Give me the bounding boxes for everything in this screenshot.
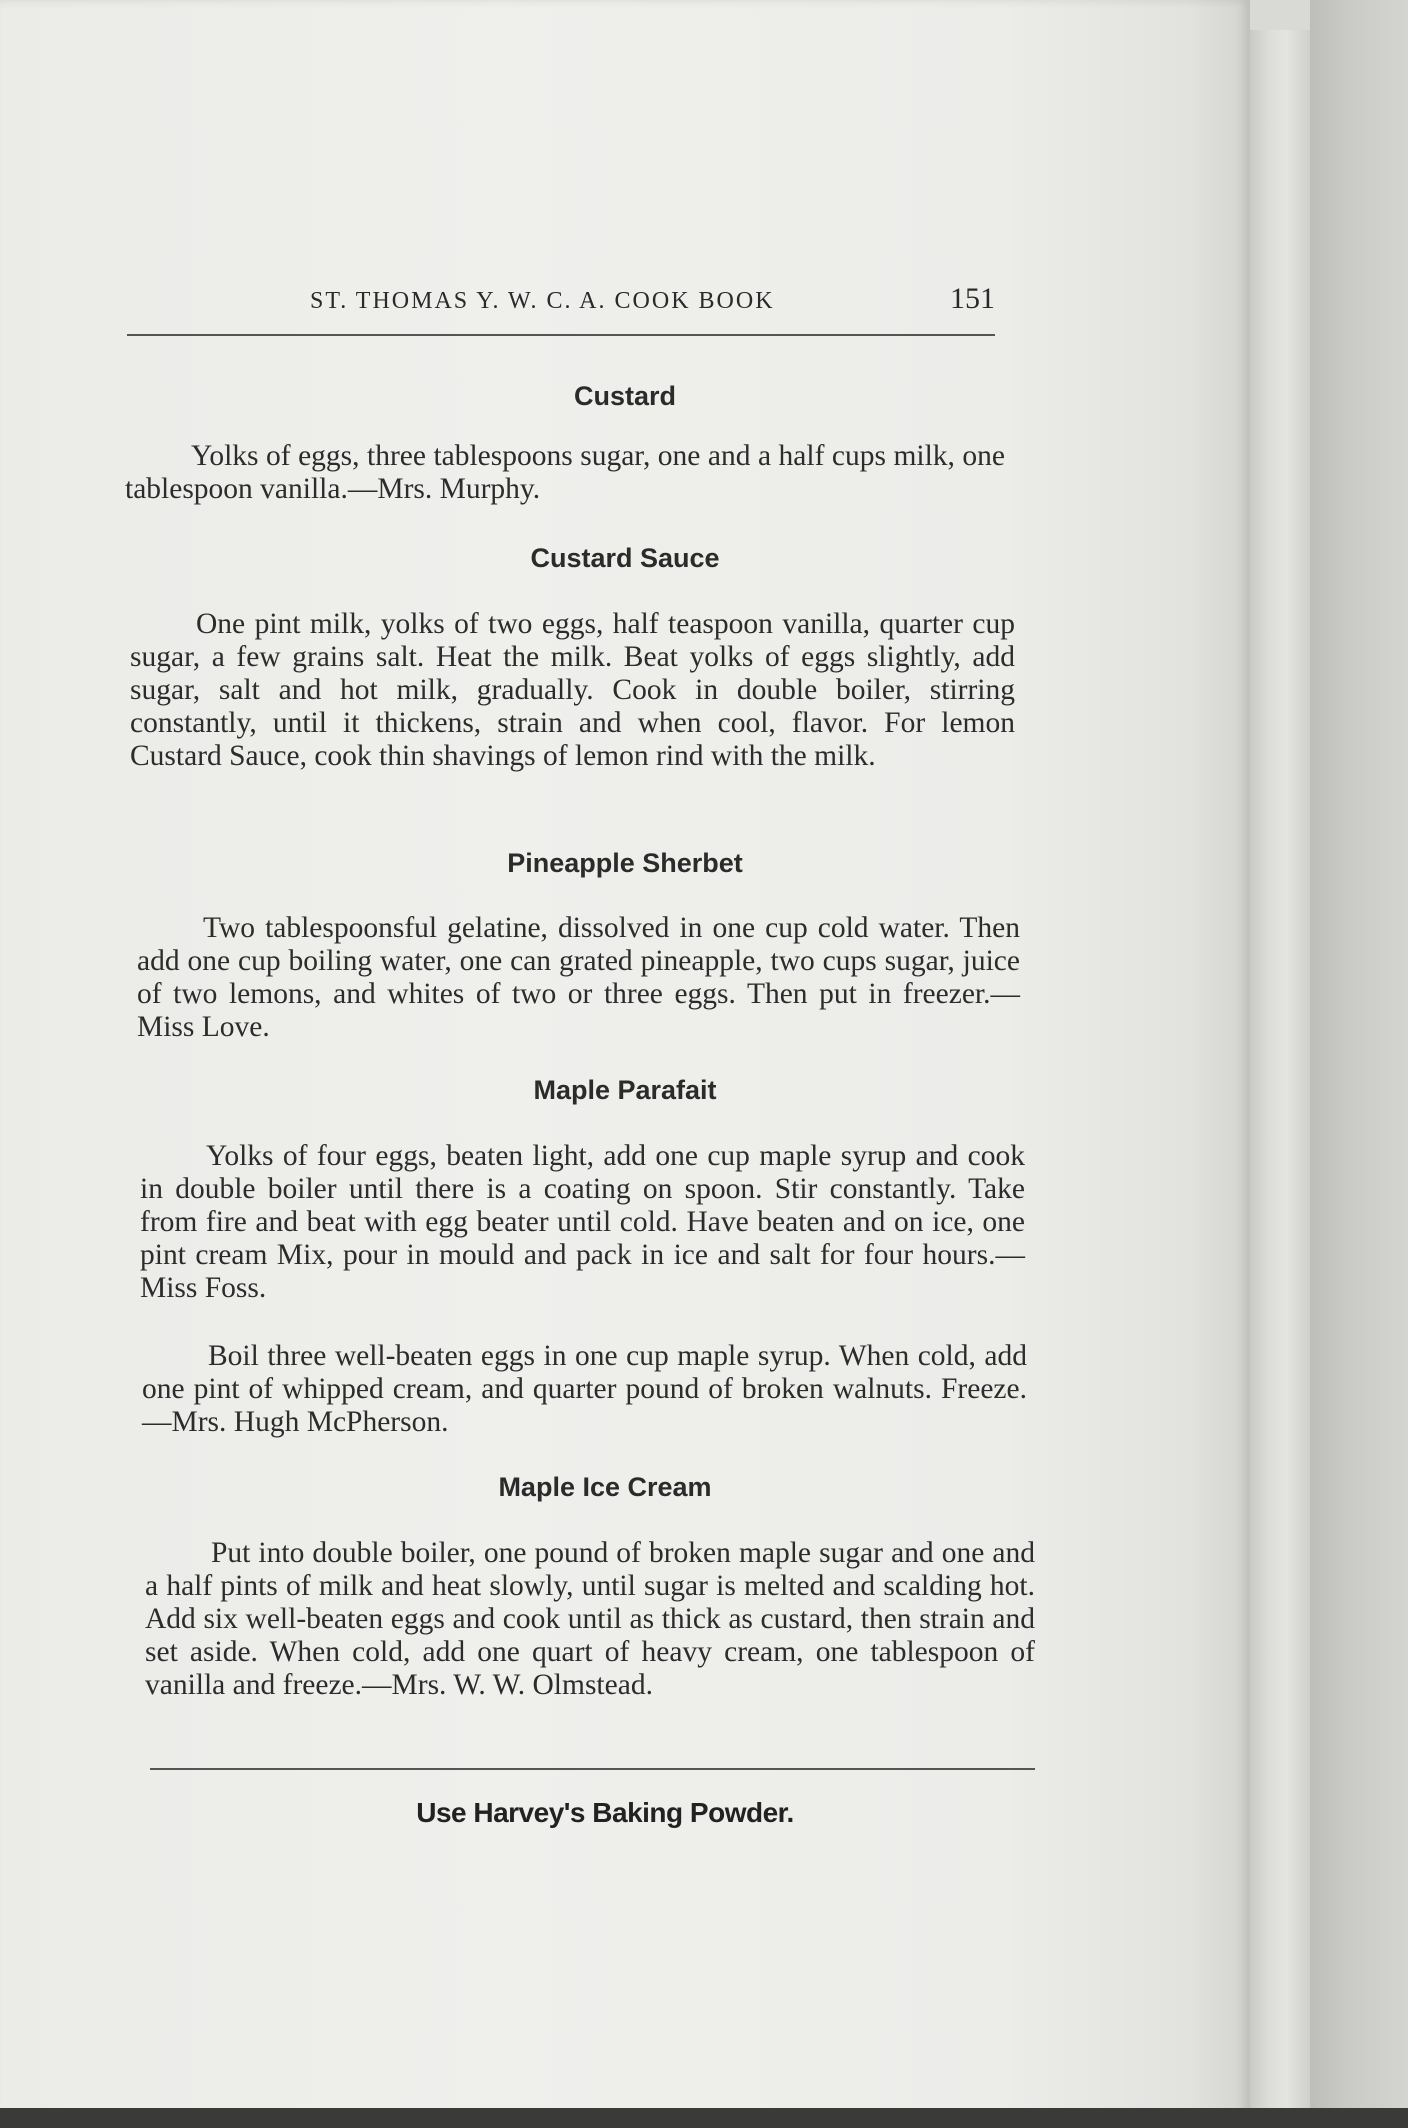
footer-rule <box>150 1768 1035 1770</box>
page-edge <box>1250 30 1310 2110</box>
advertisement-footer: Use Harvey's Baking Powder. <box>416 1797 794 1828</box>
recipe-title-pineapple-sherbet: Pineapple Sherbet <box>507 848 743 878</box>
recipe-paragraph: One pint milk, yolks of two eggs, half teaspoon vanilla, quarter cup sugar, a few grains salt. Heat the milk. Beat yolks of eggs slightly, add sugar, salt and hot milk, gradually. Cook in double boiler, stirring constantly, until it thickens, strain and when cool, flavor. For lemon Custard Sauce, cook thin shavings of lemon rind with the milk. <box>130 608 1015 772</box>
recipe-paragraph: Boil three well-beaten eggs in one cup maple syrup. When cold, add one pint of whipped cream, and quarter pound of broken walnuts. Freeze.—Mrs. Hugh McPherson. <box>142 1340 1027 1438</box>
recipe-text-pineapple-sherbet <box>137 912 1020 1044</box>
recipe-title-maple-parafait: Maple Parafait <box>533 1075 717 1105</box>
recipe-paragraph: Two tablespoonsful gelatine, dissolved in one cup cold water. Then add one cup boiling water, one can grated pineapple, two cups sugar, juice of two lemons, and whites of two or three eggs. Then put in freezer.—Miss Love. <box>137 912 1020 1043</box>
running-title: ST. THOMAS Y. W. C. A. COOK BOOK <box>310 288 775 314</box>
recipe-text-maple-parafait <box>140 1140 1025 1305</box>
recipe-title-maple-ice-cream: Maple Ice Cream <box>498 1472 712 1502</box>
recipe-paragraph: Yolks of four eggs, beaten light, add one cup maple syrup and cook in double boiler until there is a coating on spoon. Stir constantly. Take from fire and beat with egg beater until cold. Have beaten and on ice, one pint cream Mix, pour in mould and pack in ice and salt for four hours.—Miss Foss. <box>140 1140 1025 1304</box>
binding-shadow <box>1310 0 1408 2128</box>
recipe-title-custard-sauce: Custard Sauce <box>530 543 720 573</box>
page-number: 151 <box>950 282 995 315</box>
running-head <box>125 282 995 322</box>
recipe-text-maple-ice-cream <box>145 1537 1035 1702</box>
recipe-paragraph: Put into double boiler, one pound of broken maple sugar and one and a half pints of milk and heat slowly, until sugar is melted and scalding hot. Add six well-beaten eggs and cook until as thick as custard, then strain and set aside. When cold, add one quart of heavy cream, one tablespoon of vanilla and freeze.—Mrs. W. W. Olmstead. <box>145 1537 1035 1701</box>
recipe-text-custard <box>125 440 1005 506</box>
recipe-text-maple-parafait-variant <box>142 1340 1027 1439</box>
header-rule <box>127 334 995 336</box>
recipe-paragraph: Yolks of eggs, three tablespoons sugar, one and a half cups milk, one tablespoon vanilla.—Mrs. Murphy. <box>125 440 1005 505</box>
recipe-title-custard: Custard <box>573 381 676 411</box>
scan-bottom-edge <box>0 2108 1408 2128</box>
recipe-text-custard-sauce <box>130 608 1015 773</box>
